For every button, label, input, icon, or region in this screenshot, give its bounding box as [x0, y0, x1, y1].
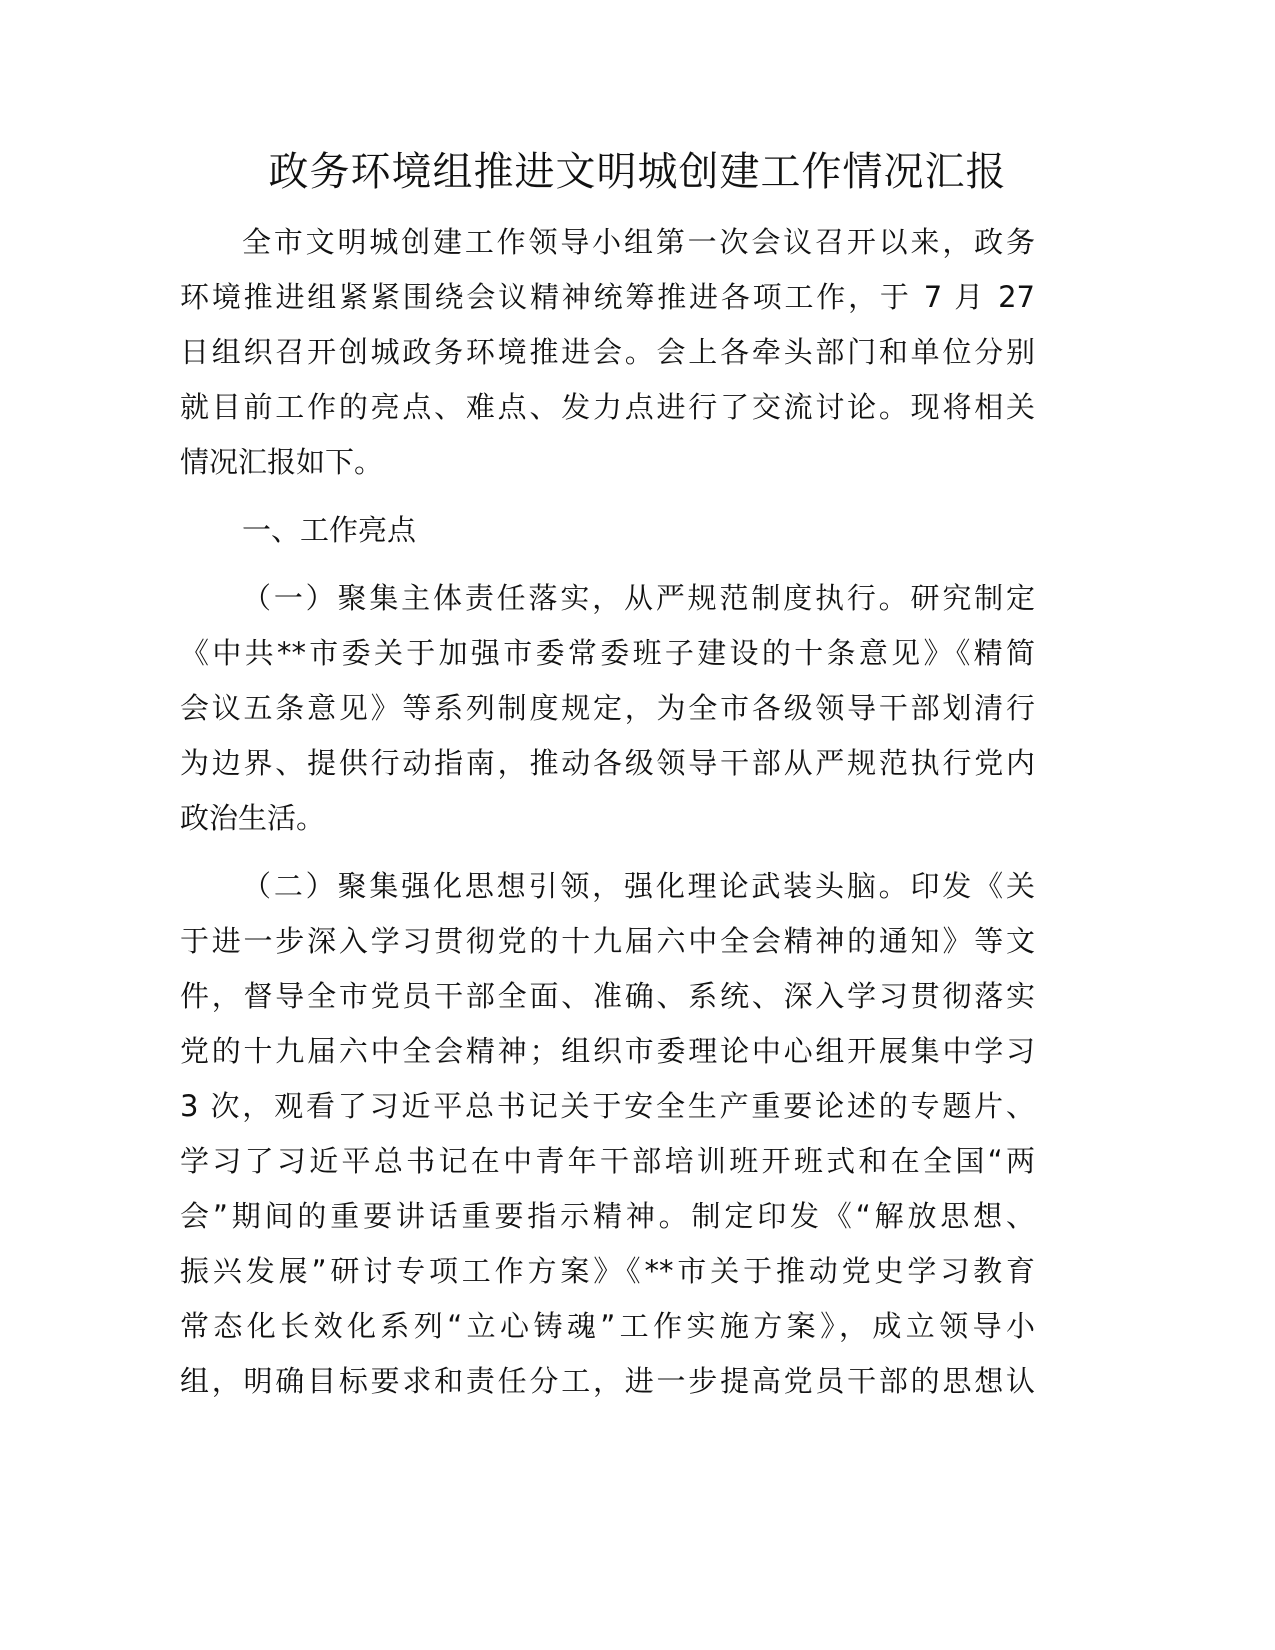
text-line: 环境推进组紧紧围绕会议精神统筹推进各项工作，于 7 月 27 — [180, 280, 1035, 314]
text-line: 常态化长效化系列“立心铸魂”工作实施方案》，成立领导小 — [180, 1309, 1035, 1343]
text-line: （一）聚集主体责任落实，从严规范制度执行。研究制定 — [242, 581, 1035, 615]
text-line: 日组织召开创城政务环境推进会。会上各牵头部门和单位分别 — [180, 335, 1035, 369]
text-line: 组，明确目标要求和责任分工，进一步提高党员干部的思想认 — [180, 1364, 1035, 1398]
section-heading — [180, 503, 1035, 558]
paragraph — [180, 571, 1035, 846]
document-body — [180, 215, 1035, 1422]
text-line: 于进一步深入学习贯彻党的十九届六中全会精神的通知》等文 — [180, 924, 1035, 958]
document-title: 政务环境组推进文明城创建工作情况汇报 — [268, 149, 1007, 195]
text-line: （二）聚集强化思想引领，强化理论武装头脑。印发《关 — [242, 869, 1035, 903]
text-line: 一、工作亮点 — [242, 513, 417, 547]
text-line: 振兴发展”研讨专项工作方案》《**市关于推动党史学习教育 — [180, 1254, 1035, 1288]
text-line: 就目前工作的亮点、难点、发力点进行了交流讨论。现将相关 — [180, 390, 1035, 424]
text-line: 件，督导全市党员干部全面、准确、系统、深入学习贯彻落实 — [180, 979, 1035, 1013]
text-line: 全市文明城创建工作领导小组第一次会议召开以来，政务 — [242, 225, 1035, 259]
paragraph — [180, 215, 1035, 490]
text-line: 学习了习近平总书记在中青年干部培训班开班式和在全国“两 — [180, 1144, 1035, 1178]
text-line: 会”期间的重要讲话重要指示精神。制定印发《“解放思想、 — [180, 1199, 1035, 1233]
text-line: 政治生活。 — [180, 801, 326, 835]
paragraph — [180, 859, 1035, 1409]
text-line: 为边界、提供行动指南，推动各级领导干部从严规范执行党内 — [180, 746, 1035, 780]
text-line: 会议五条意见》等系列制度规定，为全市各级领导干部划清行 — [180, 691, 1035, 725]
text-line: 3 次，观看了习近平总书记关于安全生产重要论述的专题片、 — [180, 1089, 1035, 1123]
text-line: 党的十九届六中全会精神；组织市委理论中心组开展集中学习 — [180, 1034, 1035, 1068]
text-line: 情况汇报如下。 — [180, 445, 384, 479]
text-line: 《中共**市委关于加强市委常委班子建设的十条意见》《精简 — [180, 636, 1035, 670]
